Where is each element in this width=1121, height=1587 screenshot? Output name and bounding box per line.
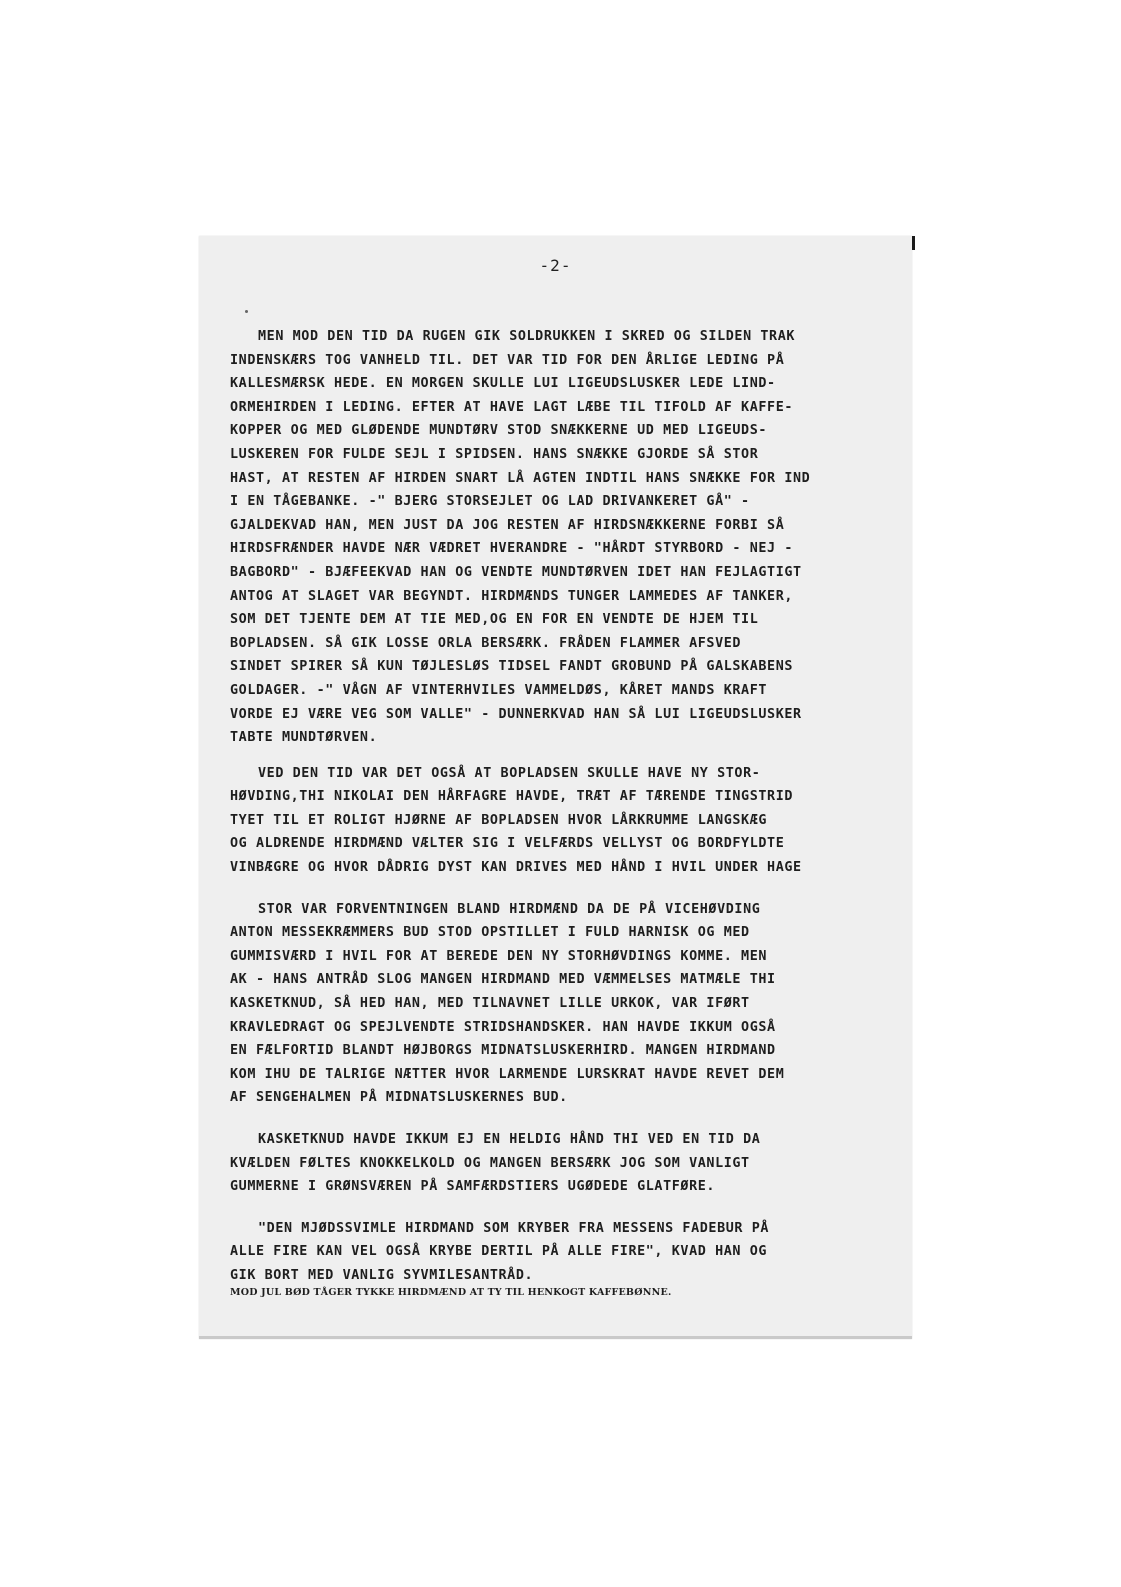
body-text: [230, 325, 910, 1300]
text-line: KVÆLDEN FØLTES KNOKKELKOLD OG MANGEN BERSÆRK JOG SOM VANLIGT: [230, 1155, 750, 1171]
text-line: GIK BORT MED VANLIG SYVMILESANTRÅD.: [230, 1267, 534, 1283]
paragraph-2: [230, 762, 910, 880]
typewritten-page: [199, 236, 912, 1339]
paragraph-5: [230, 1217, 910, 1300]
text-line: MEN MOD DEN TID DA RUGEN GIK SOLDRUKKEN I SKRED OG SILDEN TRAK: [258, 329, 796, 344]
text-line: I EN TÅGEBANKE. -" BJERG STORSEJLET OG LAD DRIVANKERET GÅ" -: [230, 494, 750, 510]
text-line: TYET TIL ET ROLIGT HJØRNE AF BOPLADSEN HVOR LÅRKRUMME LANGSKÆG: [230, 812, 768, 828]
paragraph-1: [230, 325, 910, 750]
text-line: INDENSKÆRS TOG VANHELD TIL. DET VAR TID FOR DEN ÅRLIGE LEDING PÅ: [230, 352, 785, 368]
paragraph-spacer: [230, 1199, 910, 1217]
text-line: ORMEHIRDEN I LEDING. EFTER AT HAVE LAGT LÆBE TIL TIFOLD AF KAFFE-: [230, 399, 794, 415]
text-line: OG ALDRENDE HIRDMÆND VÆLTER SIG I VELFÆRDS VELLYST OG BORDFYLDTE: [230, 836, 785, 852]
text-line: KASKETKNUD HAVDE IKKUM EJ EN HELDIG HÅND THI VED EN TID DA: [258, 1132, 761, 1147]
page-number: -2-: [539, 256, 572, 275]
text-line: GUMMISVÆRD I HVIL FOR AT BEREDE DEN NY STORHØVDINGS KOMME. MEN: [230, 948, 768, 964]
text-line: VED DEN TID VAR DET OGSÅ AT BOPLADSEN SKULLE HAVE NY STOR-: [258, 765, 761, 781]
text-line: "DEN MJØDSSVIMLE HIRDMAND SOM KRYBER FRA MESSENS FADEBUR PÅ: [258, 1220, 770, 1236]
paragraph-4: [230, 1128, 910, 1199]
paragraph-3: [230, 898, 910, 1110]
text-line: AF SENGEHALMEN PÅ MIDNATSLUSKERNES BUD.: [230, 1090, 568, 1106]
text-line: BOPLADSEN. SÅ GIK LOSSE ORLA BERSÆRK. FRÅDEN FLAMMER AFSVED: [230, 635, 742, 651]
text-line: STOR VAR FORVENTNINGEN BLAND HIRDMÆND DA DE PÅ VICEHØVDING: [258, 901, 761, 917]
text-line: HAST, AT RESTEN AF HIRDEN SNART LÅ AGTEN INDTIL HANS SNÆKKE FOR IND: [230, 470, 811, 486]
text-line: GUMMERNE I GRØNSVÆREN PÅ SAMFÆRDSTIERS UGØDEDE GLATFØRE.: [230, 1179, 716, 1195]
text-line: AK - HANS ANTRÅD SLOG MANGEN HIRDMAND MED VÆMMELSES MATMÆLE THI: [230, 972, 776, 988]
text-line: GJALDEKVAD HAN, MEN JUST DA JOG RESTEN AF HIRDSNÆKKERNE FORBI SÅ: [230, 517, 785, 533]
text-line: HØVDING,THI NIKOLAI DEN HÅRFAGRE HAVDE, TRÆT AF TÆRENDE TINGSTRID: [230, 789, 794, 805]
ink-speck: [245, 310, 248, 313]
footnote: MOD JUL BØD TÅGER TYKKE HIRDMÆND AT TY TIL HENKOGT KAFFEBØNNE.: [230, 1286, 672, 1298]
text-line: HIRDSFRÆNDER HAVDE NÆR VÆDRET HVERANDRE - "HÅRDT STYRBORD - NEJ -: [230, 541, 794, 557]
text-line: TABTE MUNDTØRVEN.: [230, 730, 378, 746]
text-line: BAGBORD" - BJÆFEEKVAD HAN OG VENDTE MUNDTØRVEN IDET HAN FEJLAGTIGT: [230, 564, 802, 580]
text-line: KRAVLEDRAGT OG SPEJLVENDTE STRIDSHANDSKER. HAN HAVDE IKKUM OGSÅ: [230, 1019, 776, 1035]
text-line: SINDET SPIRER SÅ KUN TØJLESLØS TIDSEL FANDT GROBUND PÅ GALSKABENS: [230, 659, 794, 675]
paragraph-spacer: [230, 880, 910, 898]
text-line: VINBÆGRE OG HVOR DÅDRIG DYST KAN DRIVES MED HÅND I HVIL UNDER HAGE: [230, 860, 802, 876]
page-edge-shadow: [912, 236, 915, 250]
text-line: ALLE FIRE KAN VEL OGSÅ KRYBE DERTIL PÅ ALLE FIRE", KVAD HAN OG: [230, 1244, 768, 1260]
text-line: KOPPER OG MED GLØDENDE MUNDTØRV STOD SNÆKKERNE UD MED LIGEUDS-: [230, 423, 768, 439]
text-line: GOLDAGER. -" VÅGN AF VINTERHVILES VAMMELDØS, KÅRET MANDS KRAFT: [230, 682, 768, 698]
text-line: LUSKEREN FOR FULDE SEJL I SPIDSEN. HANS SNÆKKE GJORDE SÅ STOR: [230, 446, 759, 462]
text-line: EN FÆLFORTID BLANDT HØJBORGS MIDNATSLUSKERHIRD. MANGEN HIRDMAND: [230, 1043, 776, 1059]
paragraph-spacer: [230, 1110, 910, 1128]
text-line: VORDE EJ VÆRE VEG SOM VALLE" - DUNNERKVAD HAN SÅ LUI LIGEUDSLUSKER: [230, 706, 802, 722]
text-line: KASKETKNUD, SÅ HED HAN, MED TILNAVNET LILLE URKOK, VAR IFØRT: [230, 996, 750, 1012]
text-line: KALLESMÆRSK HEDE. EN MORGEN SKULLE LUI LIGEUDSLUSKER LEDE LIND-: [230, 376, 776, 392]
text-line: SOM DET TJENTE DEM AT TIE MED,OG EN FOR EN VENDTE DE HJEM TIL: [230, 612, 759, 628]
paragraph-spacer: [230, 750, 910, 762]
text-line: ANTOG AT SLAGET VAR BEGYNDT. HIRDMÆNDS TUNGER LAMMEDES AF TANKER,: [230, 588, 794, 604]
text-line: ANTON MESSEKRÆMMERS BUD STOD OPSTILLET I FULD HARNISK OG MED: [230, 925, 750, 941]
text-line: KOM IHU DE TALRIGE NÆTTER HVOR LARMENDE LURSKRAT HAVDE REVET DEM: [230, 1066, 785, 1082]
